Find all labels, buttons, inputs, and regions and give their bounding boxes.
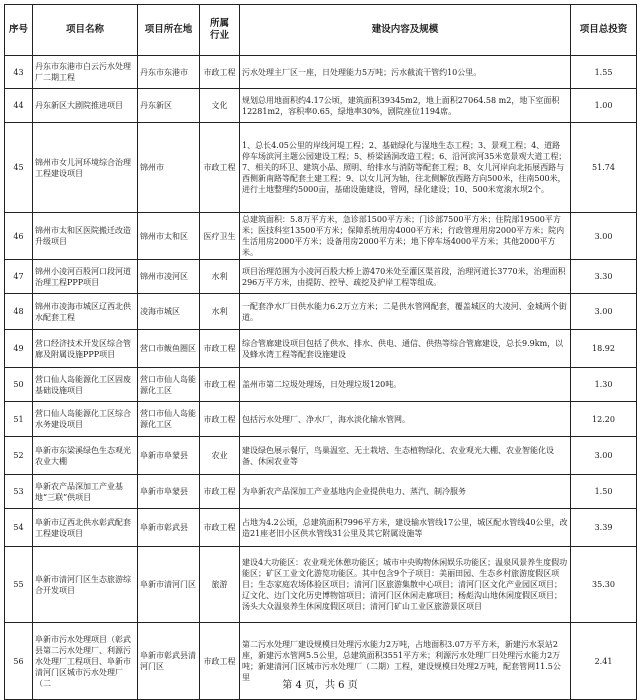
row-number: 45 — [5, 123, 33, 213]
row-number: 47 — [5, 260, 33, 294]
header-seq: 序号 — [5, 5, 33, 56]
project-content: 总建筑面积：5.8万平方米，急诊部1500平方米；门诊部7500平方米；住院部19500平方米；医技科室13500平方米；保障系统用房4000平方米；行政管理用房2000平方米；院内生活用房2000平方米；设备用房2000平方米；地下停车场4000平方米；其他2000平方米。 — [240, 213, 571, 260]
project-location: 营口市仙人岛能源化工区 — [138, 402, 200, 437]
project-industry: 市政工程 — [200, 623, 240, 700]
project-industry: 文化 — [200, 89, 240, 123]
project-content: 一配套净水厂日供水能力6.2万立方米；二是供水管网配套，覆盖城区的大凌河、金城两个街道。 — [240, 294, 571, 330]
page-footer: 第 4 页，共 6 页 — [282, 680, 358, 691]
table-row — [5, 475, 637, 509]
header-industry: 所属 行业 — [200, 5, 240, 56]
row-number: 43 — [5, 56, 33, 89]
project-name: 锦州市女儿河环境综合治理工程建设项目 — [33, 123, 138, 213]
project-investment: 12.20 — [571, 402, 637, 437]
header-investment: 项目总投资 — [571, 5, 637, 56]
project-name: 阜新市东梁溪绿色生态观光农业大棚 — [33, 437, 138, 475]
project-location: 锦州市凌河区 — [138, 260, 200, 294]
table-row — [5, 89, 637, 123]
row-number: 46 — [5, 213, 33, 260]
project-content: 盖州市第二垃圾处理场，日处理垃圾120吨。 — [240, 368, 571, 402]
project-investment: 3.00 — [571, 437, 637, 475]
row-number: 52 — [5, 437, 33, 475]
row-number: 56 — [5, 623, 33, 700]
project-industry: 市政工程 — [200, 475, 240, 509]
header-name: 项目名称 — [33, 5, 138, 56]
table-row — [5, 260, 637, 294]
project-content: 1、总长4.05公里的岸线河堤工程；2、基础绿化与湿地生态工程；3、景观工程；4、道路停车场滨河主题公园建设工程；5、桥梁涵洞改造工程；6、沿河滨河35米宽景观大道工程；7、相关的环卫、建筑小品、照明、给排水与消防等配套工程；8、女儿河岸向北拓展西路与西侧新南路等配套土建工程；9、以女儿河为轴，往北侧解放西路方向500米，往南500米，进行土地整理约5000亩，基础设施建设，管网，绿化建设；10、500米宽滚水坝2个。 — [240, 123, 571, 213]
project-location: 锦州市 — [138, 123, 200, 213]
row-number: 51 — [5, 402, 33, 437]
project-investment: 1.00 — [571, 89, 637, 123]
project-content: 项目治理范围为小凌河百股大桥上游470米处至灌区渠首段，治理河道长3770米，治理面积296万平方米，由提防、控导、疏挖及护岸工程等组成。 — [240, 260, 571, 294]
project-investment: 18.92 — [571, 330, 637, 368]
table-row — [5, 402, 637, 437]
header-location: 项目所在地 — [138, 5, 200, 56]
project-industry: 旅游 — [200, 547, 240, 623]
table-row — [5, 547, 637, 623]
project-industry: 市政工程 — [200, 368, 240, 402]
header-content: 建设内容及规模 — [240, 5, 571, 56]
project-content: 综合管廊建设项目包括了供水、排水、供电、通信、供热等综合管廊建设，总长9.9km，以及蜂水湾工程等配套设施建设 — [240, 330, 571, 368]
project-table — [4, 4, 637, 700]
project-investment: 1.30 — [571, 368, 637, 402]
project-name: 阜新农产品深加工产业基地“三联”供项目 — [33, 475, 138, 509]
row-number: 50 — [5, 368, 33, 402]
project-location: 凌海市城区 — [138, 294, 200, 330]
project-name: 阜新市清河门区生态旅游综合开发项目 — [33, 547, 138, 623]
project-industry: 市政工程 — [200, 56, 240, 89]
table-row — [5, 123, 637, 213]
project-name: 阜新市辽西北供水彰武配套工程建设项目 — [33, 509, 138, 547]
project-location: 阜新市彰武县清河门区 — [138, 623, 200, 700]
project-name: 营口仙人岛能源化工区固废基础设施项目 — [33, 368, 138, 402]
project-investment: 3.00 — [571, 213, 637, 260]
table-row — [5, 509, 637, 547]
project-industry: 水利 — [200, 294, 240, 330]
table-row — [5, 330, 637, 368]
project-location: 营口市仙人岛能源化工区 — [138, 368, 200, 402]
project-industry: 水利 — [200, 260, 240, 294]
table-row — [5, 213, 637, 260]
project-investment: 3.30 — [571, 260, 637, 294]
project-industry: 医疗卫生 — [200, 213, 240, 260]
table-row — [5, 56, 637, 89]
project-investment: 3.00 — [571, 294, 637, 330]
project-name: 营口仙人岛能源化工区综合水务建设项目 — [33, 402, 138, 437]
project-investment: 1.55 — [571, 56, 637, 89]
row-number: 54 — [5, 509, 33, 547]
project-content: 规划总用地面积约4.17公顷，建筑面积39345m2，地上面积27064.58 m2，地下室面积12281m2，容积率0.65，绿地率30%，剧院座位1194席。 — [240, 89, 571, 123]
table-row — [5, 437, 637, 475]
project-investment: 2.41 — [571, 623, 637, 700]
project-industry: 市政工程 — [200, 509, 240, 547]
row-number: 49 — [5, 330, 33, 368]
table-body — [5, 56, 637, 700]
row-number: 48 — [5, 294, 33, 330]
project-content: 污水处理主厂区一座，日处理能力5万吨；污水截流干管约10公里。 — [240, 56, 571, 89]
project-investment: 3.39 — [571, 509, 637, 547]
project-location: 丹东市东港市 — [138, 56, 200, 89]
project-location: 阜新市彰武县 — [138, 509, 200, 547]
project-content: 包括污水处理厂、净水厂，海水淡化输水管网。 — [240, 402, 571, 437]
project-location: 阜新市清河门区 — [138, 547, 200, 623]
project-content: 建设4大功能区：农业观光休憩功能区；城市中央购物休闲娱乐功能区；温泉风景养生度假功能区；矿区工业文化游览功能区。其中包含9个子项目：美丽田园、生态乡村旅游度假区项目；生态家庭农场体验区项目；清河门区旅游集散中心项目；清河门区文化产业园区项目；辽文化、边门文化历史博物馆项目；清河门区休闲走廊项目；杨彪沟山地休闲度假区项目；汤头大众温泉养生休闲度假区项目；清河门矿山工业区旅游景区项目 — [240, 547, 571, 623]
project-location: 阜新市阜蒙县 — [138, 475, 200, 509]
project-investment: 51.74 — [571, 123, 637, 213]
project-content: 第二污水处理厂建设规模日处理污水能力2万吨，占地面积3.07万平方米，新建污水泵站2座，新建污水管网5.5公里，总建筑面积3551平方米；利源污水处理厂日处理污水能力2万吨；新建清河门区城市污水处理厂（二期）工程，建设规模日处理2万吨，配套管网11.5公里 — [240, 623, 571, 700]
project-location: 锦州市太和区 — [138, 213, 200, 260]
project-industry: 农业 — [200, 437, 240, 475]
row-number: 55 — [5, 547, 33, 623]
row-number: 44 — [5, 89, 33, 123]
row-number: 53 — [5, 475, 33, 509]
project-name: 营口经济技术开发区综合管廊及附属设施PPP项目 — [33, 330, 138, 368]
project-name: 锦州小凌河百股河口段河道治理工程PPP项目 — [33, 260, 138, 294]
project-name: 丹东市东港市白云污水处理厂二期工程 — [33, 56, 138, 89]
project-name: 阜新市污水处理项目（彰武县第二污水处理厂、利源污水处理厂工程项目、阜新市清河门区城市污水处理厂（二 — [33, 623, 138, 700]
project-name: 锦州市凌海市城区辽西北供水配套工程 — [33, 294, 138, 330]
project-content: 为阜新农产品深加工产业基地内企业提供电力、蒸汽、制冷服务 — [240, 475, 571, 509]
table-header-row — [5, 5, 637, 56]
project-name: 丹东新区大剧院推进项目 — [33, 89, 138, 123]
project-name: 锦州市太和区医院搬迁改造升级项目 — [33, 213, 138, 260]
project-industry: 市政工程 — [200, 402, 240, 437]
table-row — [5, 368, 637, 402]
project-industry: 市政工程 — [200, 330, 240, 368]
table-row — [5, 294, 637, 330]
project-investment: 35.30 — [571, 547, 637, 623]
project-content: 占地为4.2公顷，总建筑面积7996平方米，建设输水管线17公里，城区配水管线40公里，改造21座老旧小区供水管线31公里及其它附属设施等 — [240, 509, 571, 547]
project-location: 丹东新区 — [138, 89, 200, 123]
project-location: 营口市鲅鱼圈区 — [138, 330, 200, 368]
project-content: 建设绿色展示餐厅，鸟巢温室、无土栽培、生态植物绿化、农业观光大棚、农业智能化设备、休闲农业等 — [240, 437, 571, 475]
project-investment: 1.50 — [571, 475, 637, 509]
project-industry: 市政工程 — [200, 123, 240, 213]
project-location: 阜新市阜蒙县 — [138, 437, 200, 475]
